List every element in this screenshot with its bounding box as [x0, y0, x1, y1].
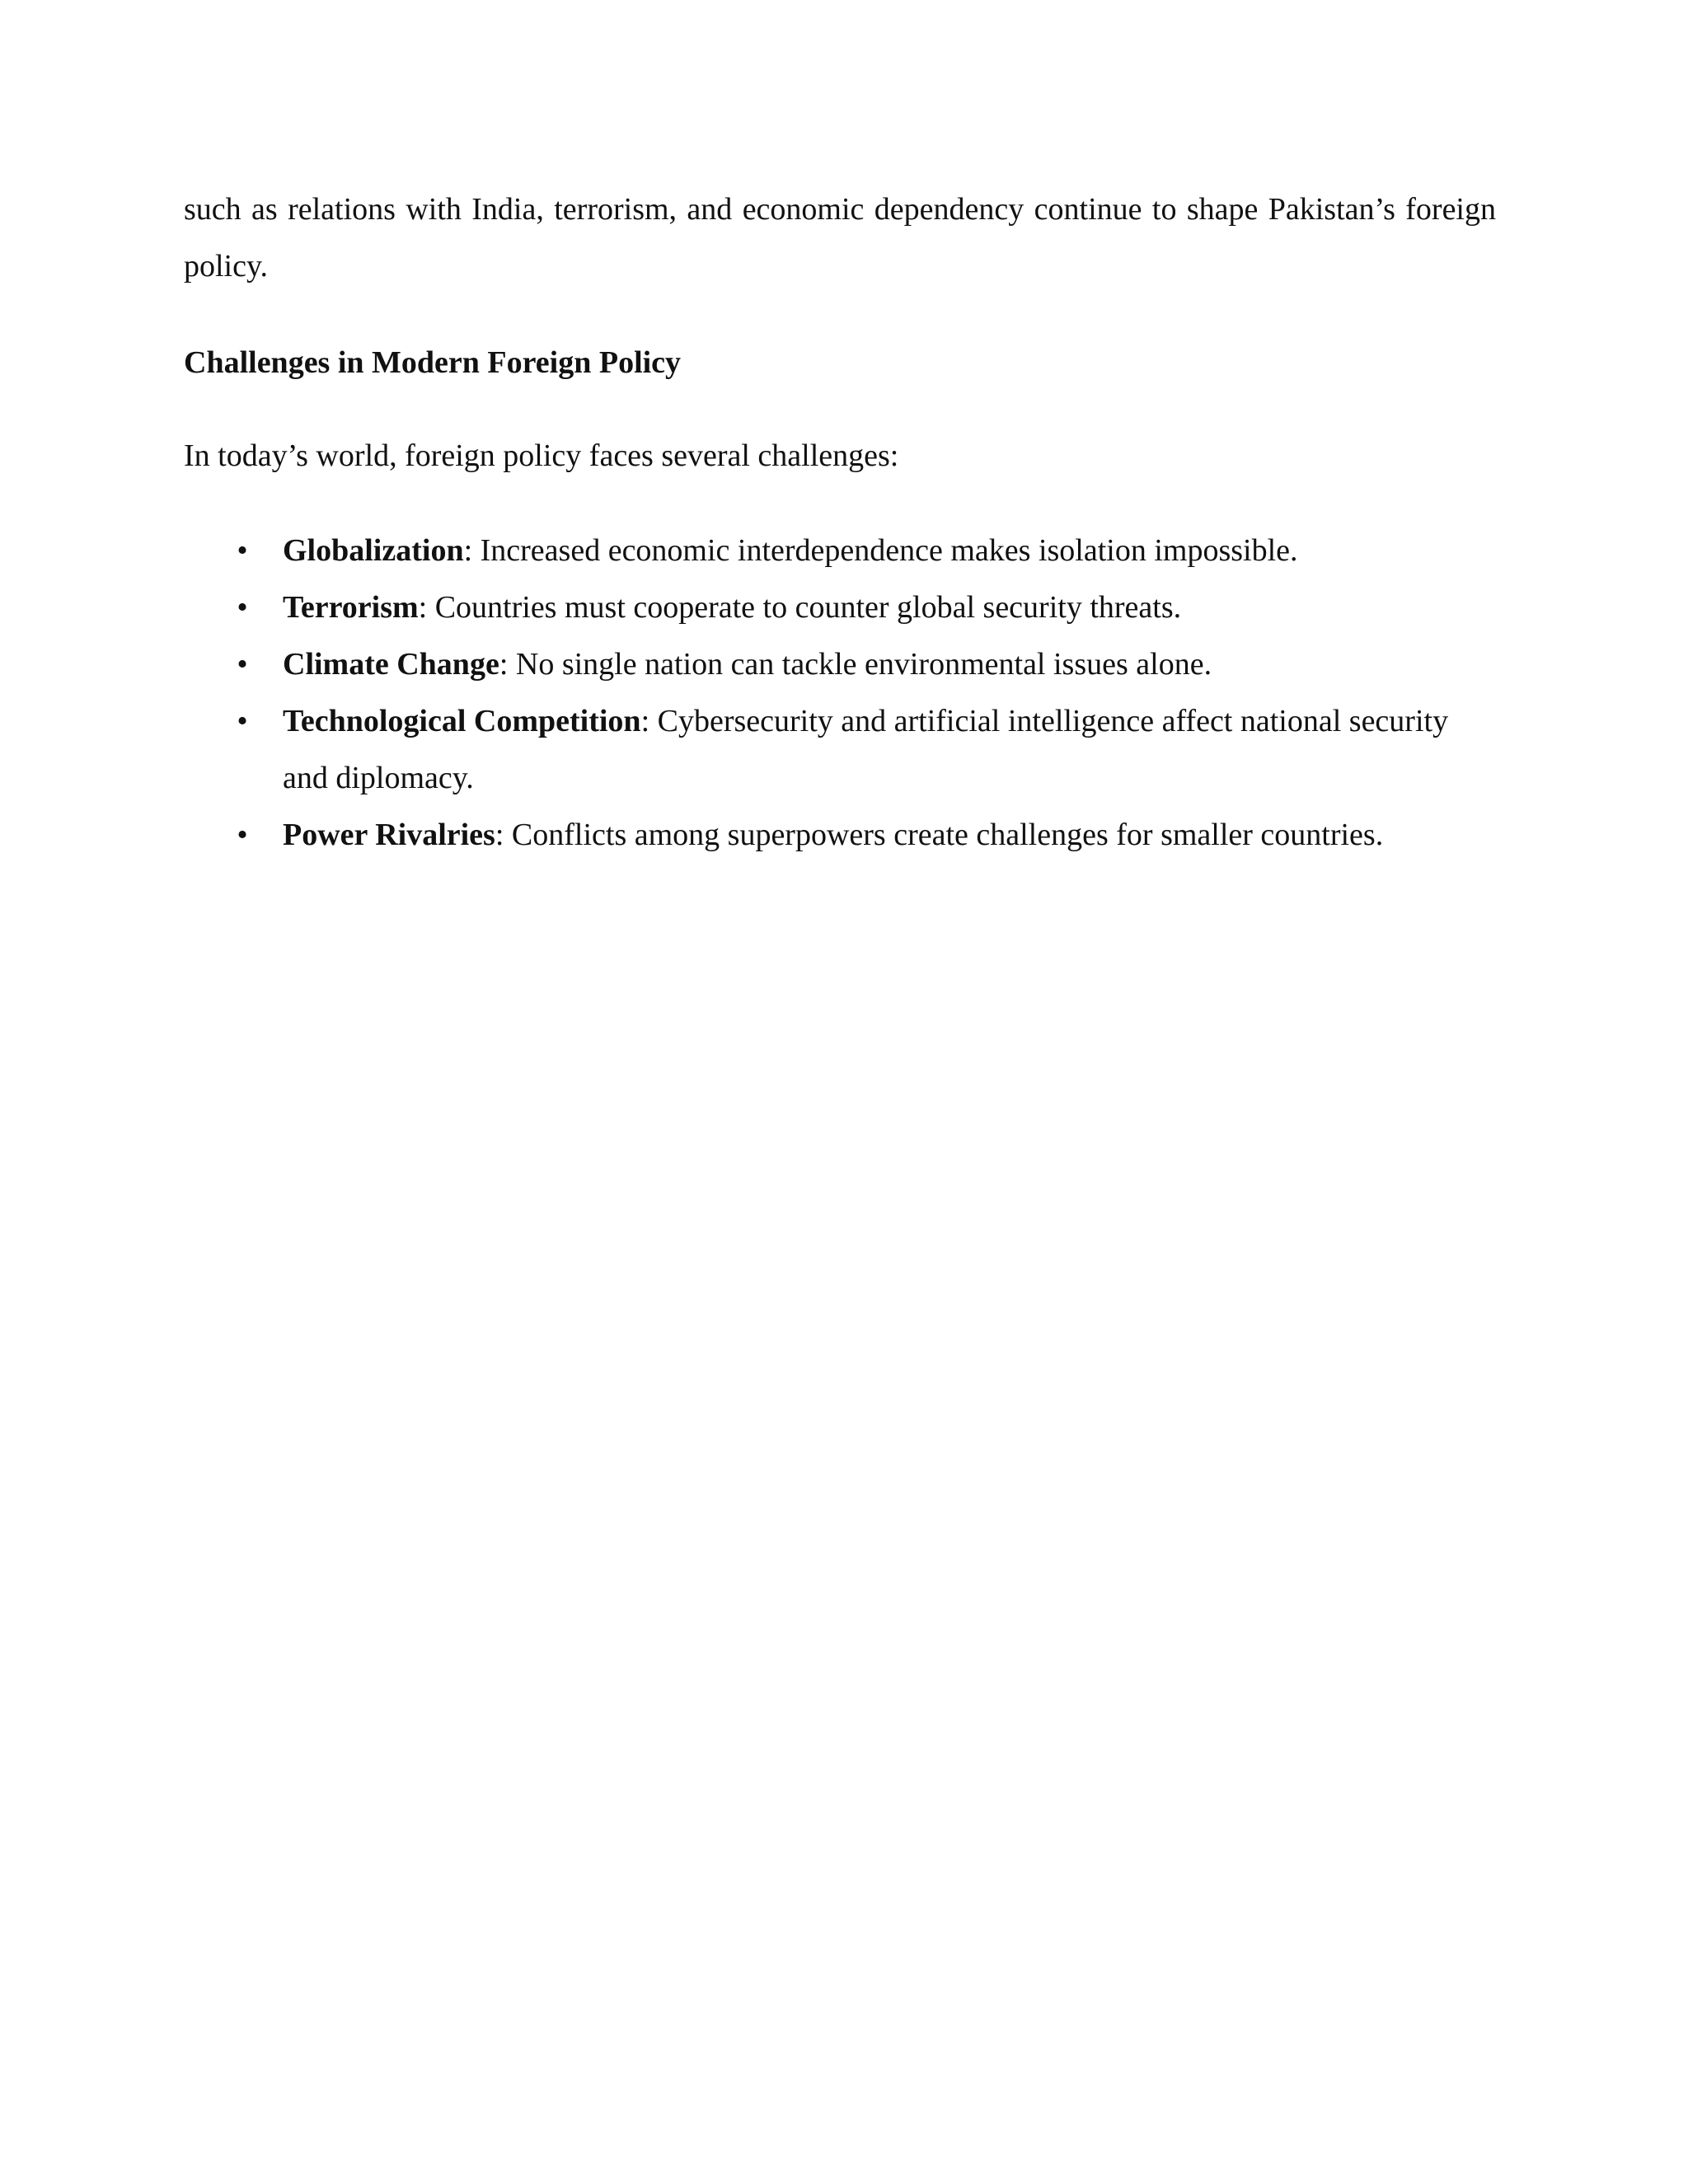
bullet-icon: •	[237, 647, 248, 682]
list-item-terrorism	[184, 579, 1496, 636]
bullet-icon: •	[237, 590, 248, 625]
list-item-text: : Countries must cooperate to counter global security threats.	[418, 590, 1182, 625]
list-item-text: : Cybersecurity and artificial intelligence affect national security and diplomacy.	[283, 704, 1449, 795]
list-item-power-rivalries	[184, 807, 1496, 864]
list-item-term: Terrorism	[283, 590, 419, 625]
list-item-term: Technological Competition	[283, 704, 641, 738]
continuation-paragraph: such as relations with India, terrorism, and economic dependency continue to shape Pakistan’s foreign policy.	[184, 192, 1496, 284]
list-item-term: Climate Change	[283, 647, 499, 682]
section-heading: Challenges in Modern Foreign Policy	[184, 345, 682, 380]
challenges-list	[184, 523, 1496, 864]
bullet-icon: •	[237, 704, 248, 738]
list-item-globalization	[184, 523, 1496, 579]
list-item-technological-competition	[184, 693, 1496, 807]
list-item-climate-change	[184, 636, 1496, 693]
intro-sentence: In today’s world, foreign policy faces several challenges:	[184, 438, 899, 473]
list-item-term: Power Rivalries	[283, 818, 495, 852]
list-item-text: : No single nation can tackle environmental issues alone.	[499, 647, 1212, 682]
list-item-text: : Conflicts among superpowers create challenges for smaller countries.	[495, 818, 1384, 852]
bullet-icon: •	[237, 533, 248, 568]
page-content	[184, 181, 1496, 864]
bullet-icon: •	[237, 818, 248, 852]
list-item-term: Globalization	[283, 533, 464, 568]
list-item-text: : Increased economic interdependence makes isolation impossible.	[463, 533, 1298, 568]
